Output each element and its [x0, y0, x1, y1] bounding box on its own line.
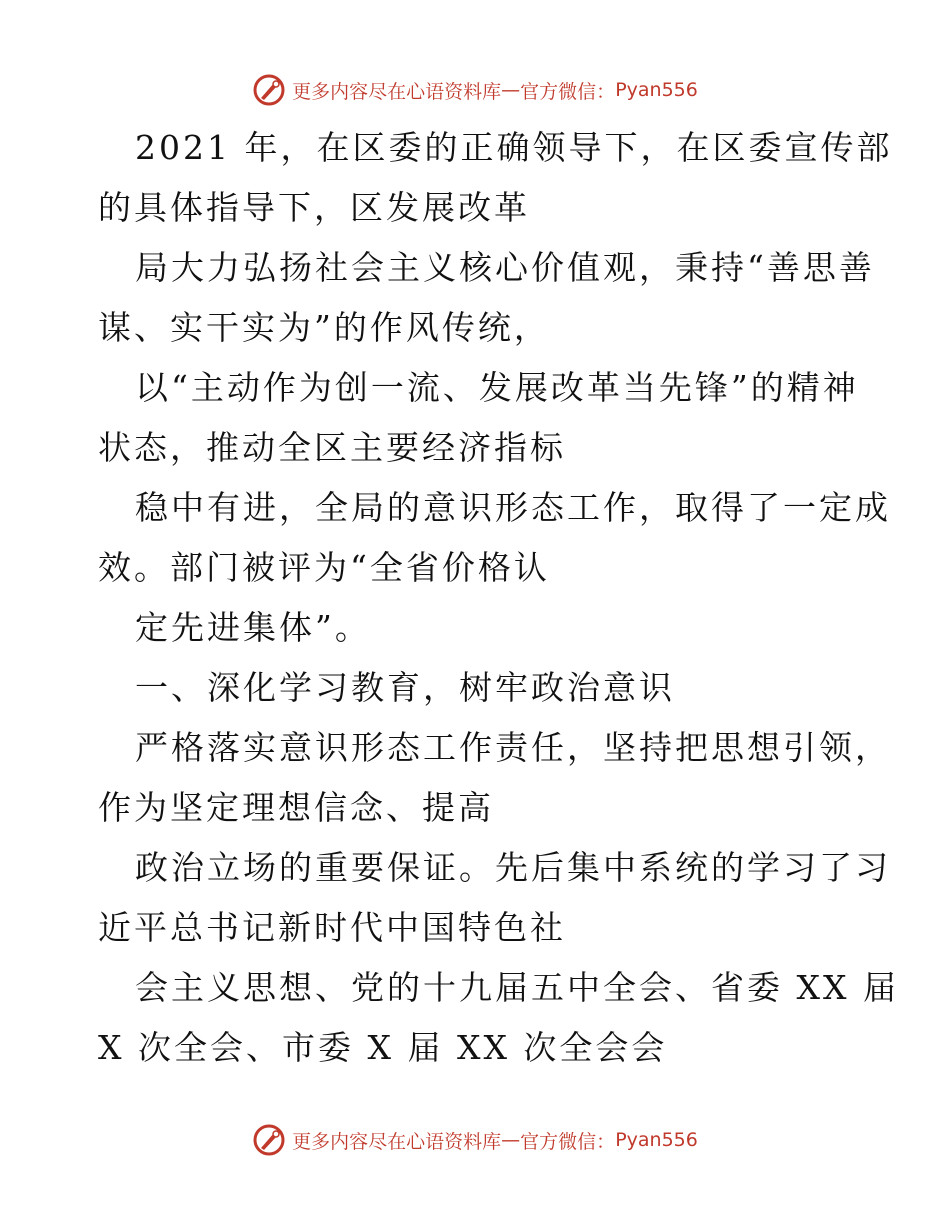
- watermark-wechat-id: Pyan556: [615, 1129, 698, 1151]
- section-heading: [98, 658, 858, 718]
- paragraph-continuation: 作为坚定理想信念、提高: [98, 788, 494, 827]
- watermark-brand: 更多内容尽在心语资料库: [292, 1130, 502, 1153]
- pen-logo-icon: [252, 1123, 286, 1157]
- paragraph: [98, 478, 891, 598]
- paragraph-first-line: 定先进集体”。: [135, 608, 371, 647]
- paragraph-continuation: 效。部门被评为“全省价格认: [98, 548, 550, 587]
- section-heading-text: 一、深化学习教育，树牢政治意识: [135, 668, 675, 707]
- document-body: [98, 118, 899, 1078]
- paragraph-continuation: 状态，推动全区主要经济指标: [98, 428, 566, 467]
- watermark-wechat-id: Pyan556: [615, 79, 698, 101]
- paragraph-first-line: 严格落实意识形态工作责任，坚持把思想引领，: [135, 728, 891, 767]
- header-watermark: [0, 70, 950, 110]
- paragraph-continuation: X 次全会、市委 X 届 XX 次全会会: [98, 1028, 668, 1067]
- paragraph: [98, 718, 891, 838]
- footer-watermark: [0, 1120, 950, 1160]
- watermark-separator: —: [501, 79, 521, 101]
- paragraph: [98, 238, 875, 358]
- paragraph-first-line: 以“主动作为创一流、发展改革当先锋”的精神: [135, 368, 859, 407]
- pen-logo-icon: [252, 73, 286, 107]
- paragraph: [98, 958, 899, 1078]
- watermark-wechat-label: 官方微信：: [520, 80, 616, 103]
- paragraph-first-line: 局大力弘扬社会主义核心价值观，秉持“善思善: [135, 248, 875, 287]
- watermark-wechat-label: 官方微信：: [520, 1130, 616, 1153]
- paragraph-first-line: 稳中有进，全局的意识形态工作，取得了一定成: [135, 488, 891, 527]
- paragraph: [98, 838, 891, 958]
- paragraph-continuation: 的具体指导下，区发展改革: [98, 188, 530, 227]
- watermark-brand: 更多内容尽在心语资料库: [292, 80, 502, 103]
- paragraph: [98, 598, 858, 658]
- paragraph: [98, 118, 893, 238]
- paragraph: [98, 358, 858, 478]
- paragraph-first-line: 政治立场的重要保证。先后集中系统的学习了习: [135, 848, 891, 887]
- paragraph-first-line: 会主义思想、党的十九届五中全会、省委 XX 届: [135, 968, 899, 1007]
- paragraph-first-line: 2021 年，在区委的正确领导下，在区委宣传部: [135, 128, 893, 167]
- watermark-separator: —: [501, 1129, 521, 1151]
- paragraph-continuation: 谋、实干实为”的作风传统，: [98, 308, 550, 347]
- paragraph-continuation: 近平总书记新时代中国特色社: [98, 908, 566, 947]
